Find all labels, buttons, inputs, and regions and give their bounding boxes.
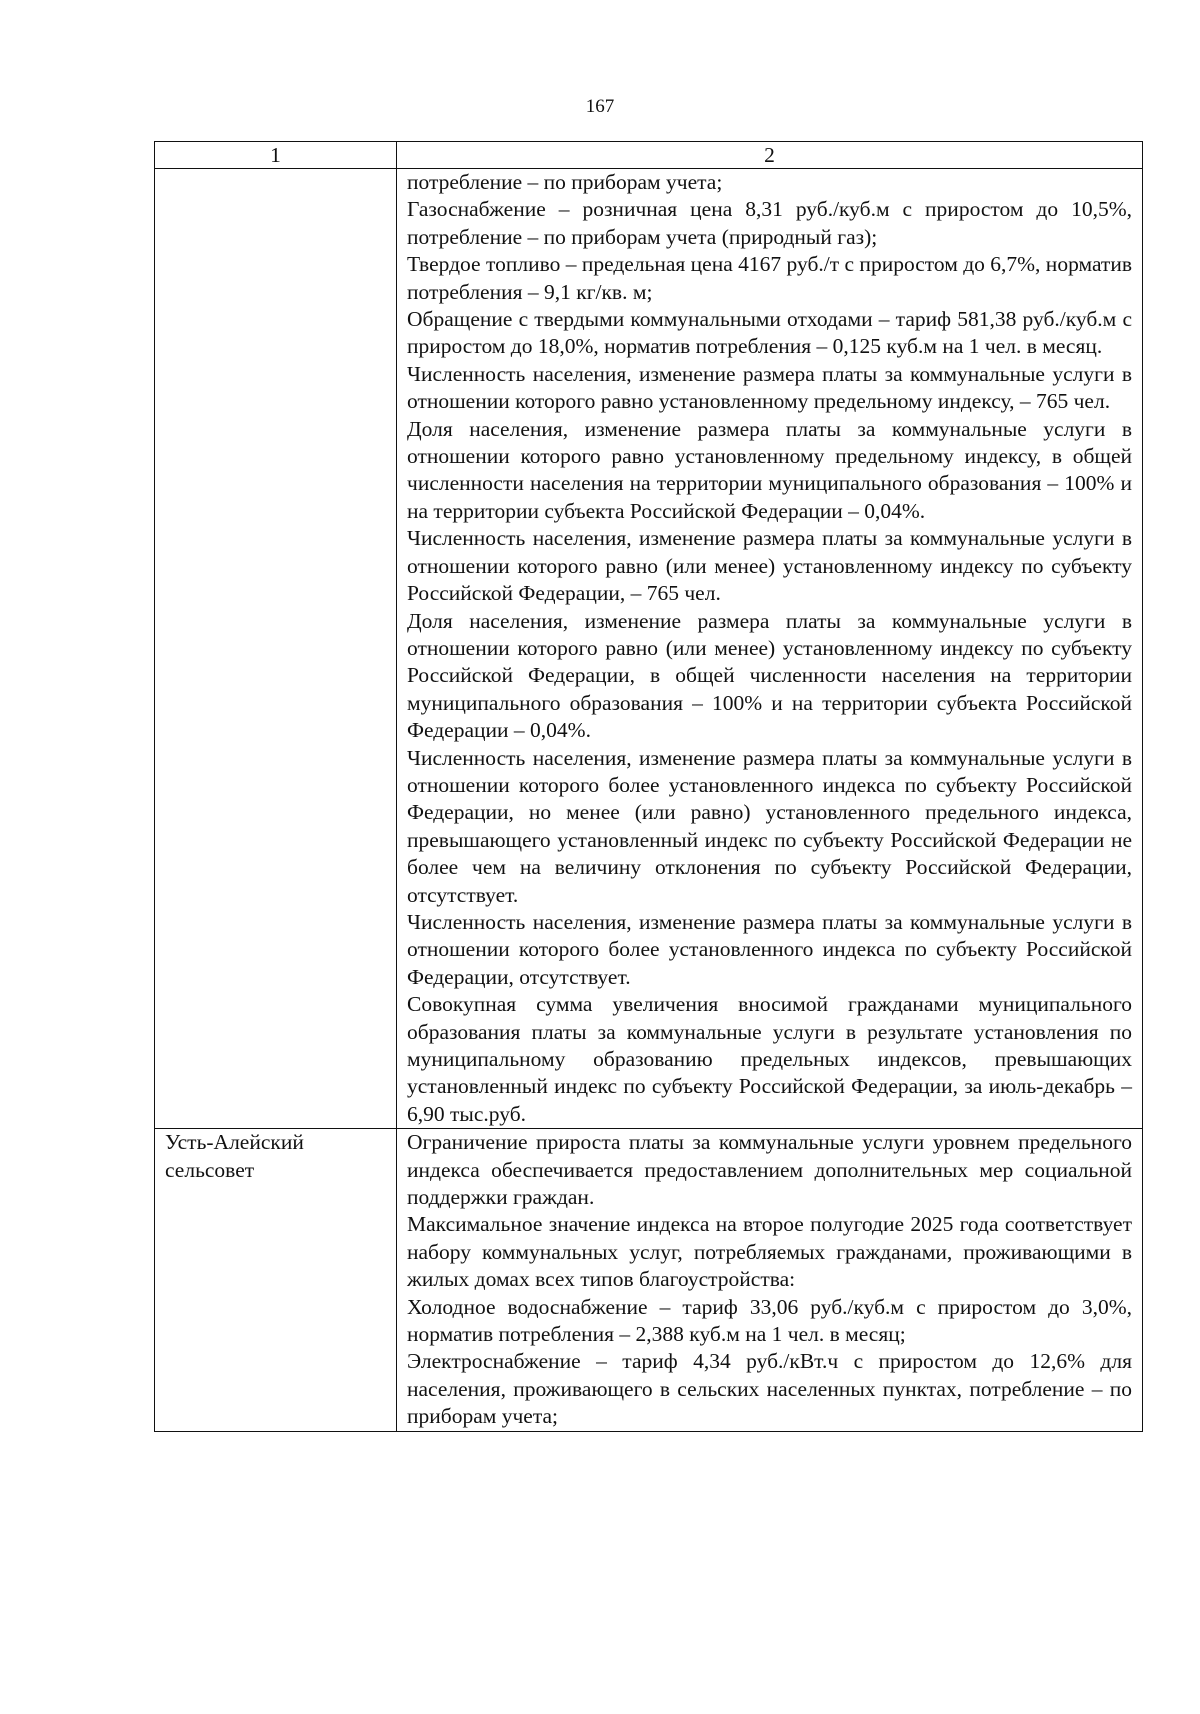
region-name-line: сельсовет — [165, 1157, 255, 1182]
description-cell — [397, 169, 1143, 1129]
paragraph: Обращение с твердыми коммунальными отходами – тариф 581,38 руб./куб.м с приростом до 18,0%, норматив потребления – 0,125 куб.м на 1 чел. в месяц. — [407, 307, 1132, 359]
description-cell — [397, 1129, 1143, 1431]
column-header-2: 2 — [397, 142, 1143, 169]
paragraph: Доля населения, изменение размера платы за коммунальные услуги в отношении которого равно установленному предельному индексу, в общей численности населения на территории муниципального образования – 100% и на территории субъекта Российской Федерации – 0,04%. — [407, 416, 1132, 523]
region-cell — [155, 169, 397, 1129]
paragraph: Электроснабжение – тариф 4,34 руб./кВт.ч с приростом до 12,6% для населения, проживающего в сельских населенных пунктах, потребление – по приборам учета; — [407, 1349, 1132, 1429]
column-header-1: 1 — [155, 142, 397, 169]
paragraph: Газоснабжение – розничная цена 8,31 руб./куб.м с приростом до 10,5%, потребление – по приборам учета (природный газ); — [407, 197, 1132, 249]
table-row — [155, 1129, 1143, 1431]
paragraph: потребление – по приборам учета; — [407, 170, 723, 194]
paragraph: Холодное водоснабжение – тариф 33,06 руб./куб.м с приростом до 3,0%, норматив потребления – 2,388 куб.м на 1 чел. в месяц; — [407, 1294, 1132, 1347]
tariff-table — [154, 141, 1143, 1432]
paragraph: Численность населения, изменение размера платы за коммунальные услуги в отношении которого равно (или менее) установленному индексу по субъекту Российской Федерации, – 765 чел. — [407, 526, 1132, 606]
paragraph: Численность населения, изменение размера платы за коммунальные услуги в отношении которого более установленного индекса по субъекту Российской Федерации, отсутствует. — [407, 909, 1132, 989]
page-number: 167 — [585, 96, 615, 117]
paragraph: Максимальное значение индекса на второе полугодие 2025 года соответствует набору коммунальных услуг, потребляемых гражданами, проживающими в жилых домах всех типов благоустройства: — [407, 1212, 1132, 1292]
paragraph: Численность населения, изменение размера платы за коммунальные услуги в отношении которого равно установленному предельному индексу, – 765 чел. — [407, 361, 1132, 414]
paragraph: Ограничение прироста платы за коммунальные услуги уровнем предельного индекса обеспечивается предоставлением дополнительных мер социальной поддержки граждан. — [407, 1130, 1132, 1210]
paragraph: Совокупная сумма увеличения вносимой гражданами муниципального образования платы за коммунальные услуги в результате установления по муниципальному образованию предельных индексов, превышающих установленный индекс по субъекту Российской Федерации, за июль-декабрь – 6,90 тыс.руб. — [407, 992, 1132, 1126]
table-header-row — [155, 142, 1143, 169]
paragraph: Доля населения, изменение размера платы за коммунальные услуги в отношении которого равно (или менее) установленному индексу по субъекту Российской Федерации, в общей численности населения на территории муниципального образования – 100% и на территории субъекта Российской Федерации – 0,04%. — [407, 608, 1132, 743]
paragraph: Численность населения, изменение размера платы за коммунальные услуги в отношении которого более установленного индекса по субъекту Российской Федерации, но менее (или равно) установленного предельного индекса, превышающего установленный индекс по субъекту Российской Федерации не более чем на величину отклонения по субъекту Российской Федерации, отсутствует. — [407, 745, 1132, 907]
region-name-line: Усть-Алейский — [165, 1130, 304, 1155]
region-cell — [155, 1129, 397, 1431]
table-row — [155, 169, 1143, 1129]
paragraph: Твердое топливо – предельная цена 4167 руб./т с приростом до 6,7%, норматив потребления – 9,1 кг/кв. м; — [407, 252, 1132, 304]
